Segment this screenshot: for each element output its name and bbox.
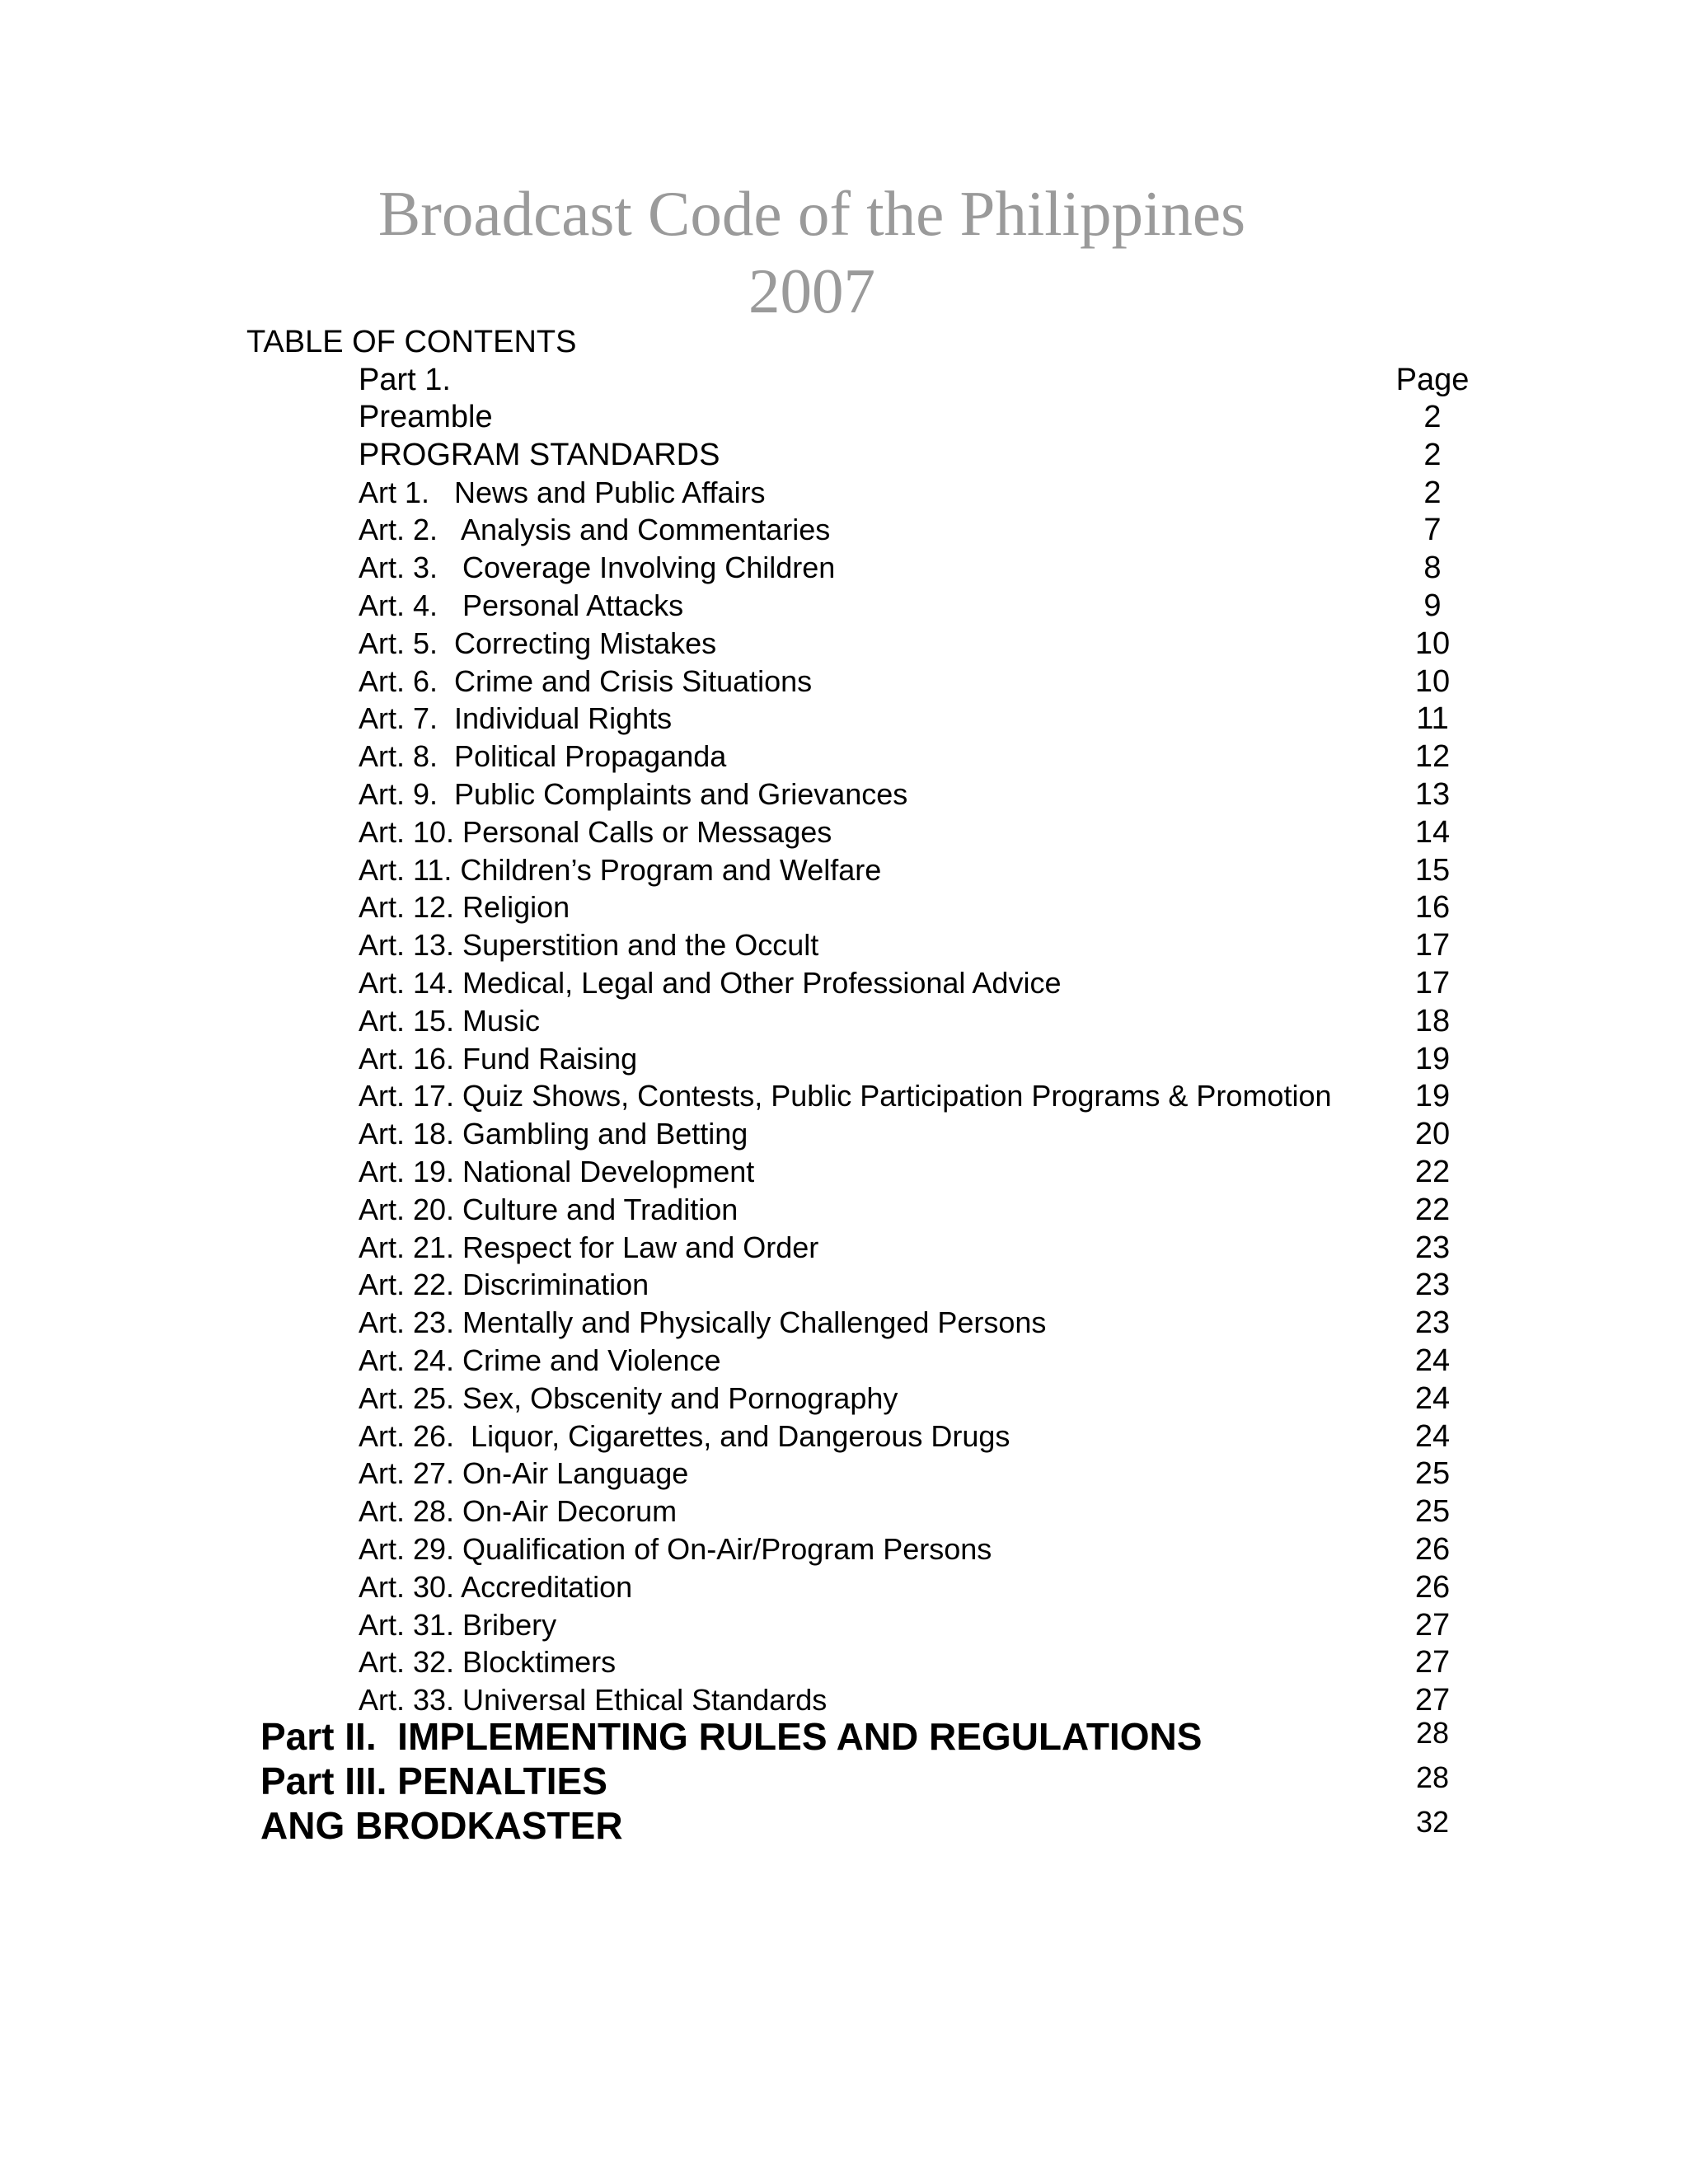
toc-entry-page: 11	[1416, 701, 1449, 737]
toc-entry-label: Art. 21. Respect for Law and Order	[359, 1230, 819, 1264]
toc-part-label: ANG BRODKASTER	[260, 1804, 623, 1847]
toc-entry-page: 12	[1414, 739, 1451, 775]
toc-entry-page: 24	[1414, 1418, 1451, 1454]
toc-entry-page: 2	[1423, 475, 1442, 510]
toc-entry-label: Art. 16. Fund Raising	[359, 1041, 638, 1076]
toc-part1-label: Part 1.	[359, 363, 451, 397]
toc-entry-label: Art. 9. Public Complaints and Grievances	[359, 777, 908, 811]
toc-entry-label: Art. 11. Children’s Program and Welfare	[359, 852, 882, 887]
toc-entry-row	[0, 511, 1688, 549]
toc-entry-page: 15	[1414, 852, 1451, 888]
toc-part-page: 28	[1415, 1760, 1450, 1794]
toc-entry-label: Art. 2. Analysis and Commentaries	[359, 513, 831, 547]
toc-entry-page: 19	[1414, 1041, 1451, 1076]
toc-entry-page: 23	[1414, 1230, 1451, 1265]
toc-entry-page: 17	[1414, 966, 1451, 1001]
toc-part-row	[0, 1714, 1688, 1759]
toc-entry-page: 10	[1414, 663, 1451, 699]
toc-entry-label: Art. 10. Personal Calls or Messages	[359, 814, 832, 849]
toc-entry-label: Art. 29. Qualification of On-Air/Program Persons	[359, 1532, 992, 1566]
toc-entry-page: 17	[1414, 928, 1451, 963]
document-title: Broadcast Code of the Philippines	[377, 178, 1246, 249]
toc-entry-row	[0, 813, 1688, 851]
toc-entry-label: Art. 3. Coverage Involving Children	[359, 551, 836, 585]
toc-entry-row	[0, 663, 1688, 701]
toc-entry-page: 25	[1414, 1494, 1451, 1530]
toc-entry-label: Art. 30. Accreditation	[359, 1569, 633, 1604]
toc-entry-label: Art. 12. Religion	[359, 890, 570, 925]
toc-entry-label: Art. 6. Crime and Crisis Situations	[359, 663, 813, 698]
toc-entry-page: 10	[1414, 626, 1451, 661]
toc-part1-header-row	[0, 361, 1688, 399]
toc-entry-label: Art. 13. Superstition and the Occult	[359, 928, 819, 963]
toc-entry-row	[0, 474, 1688, 512]
toc-entry-page: 19	[1414, 1079, 1451, 1114]
toc-entry-label: Art. 28. On-Air Decorum	[359, 1494, 678, 1529]
toc-entry-page: 24	[1414, 1380, 1451, 1416]
document-year: 2007	[748, 255, 875, 326]
toc-entry-page: 18	[1414, 1003, 1451, 1038]
toc-entry-page: 14	[1414, 814, 1451, 850]
toc-entry-label: Art. 24. Crime and Violence	[359, 1343, 721, 1377]
toc-entry-label: Art. 22. Discrimination	[359, 1268, 649, 1302]
toc-entry-label: Art 1. News and Public Affairs	[359, 475, 766, 509]
toc-part-page: 28	[1415, 1716, 1450, 1750]
toc-entry-label: Art. 4. Personal Attacks	[359, 588, 684, 622]
toc-entry-row	[0, 549, 1688, 587]
toc-part-row	[0, 1803, 1688, 1848]
toc-entry-label: Art. 20. Culture and Tradition	[359, 1192, 738, 1226]
toc-entry-page: 23	[1414, 1268, 1451, 1303]
toc-entry-row	[0, 1040, 1688, 1078]
toc-entry-page: 2	[1423, 437, 1442, 472]
toc-entry-row	[0, 1304, 1688, 1342]
toc-entry-page: 27	[1414, 1645, 1451, 1680]
toc-part-page: 32	[1415, 1805, 1450, 1839]
toc-entry-page: 27	[1414, 1683, 1451, 1718]
toc-entry-page: 22	[1414, 1192, 1451, 1227]
toc-entry-page: 2	[1423, 400, 1442, 434]
toc-entry-label: Art. 27. On-Air Language	[359, 1456, 689, 1491]
toc-entry-row	[0, 625, 1688, 663]
toc-entry-label: PROGRAM STANDARDS	[359, 437, 720, 472]
toc-entry-label: Art. 15. Music	[359, 1003, 541, 1038]
toc-entry-row	[0, 964, 1688, 1002]
toc-entry-page: 22	[1414, 1155, 1451, 1189]
toc-entry-label: Art. 18. Gambling and Betting	[359, 1117, 748, 1151]
toc-page-column-header: Page	[1395, 363, 1470, 397]
toc-entry-page: 8	[1423, 551, 1442, 586]
toc-entry-row	[0, 1568, 1688, 1606]
toc-entry-page: 9	[1423, 588, 1442, 623]
toc-entry-row	[0, 1229, 1688, 1267]
toc-entry-row	[0, 700, 1688, 738]
toc-entry-label: Art. 32. Blocktimers	[359, 1645, 617, 1680]
toc-entry-row	[0, 926, 1688, 964]
toc-entry-page: 13	[1414, 777, 1451, 812]
toc-entry-row	[0, 1418, 1688, 1455]
toc-entry-page: 20	[1414, 1117, 1451, 1152]
toc-entry-label: Art. 7. Individual Rights	[359, 701, 673, 736]
toc-entry-row	[0, 436, 1688, 474]
toc-entry-row	[0, 851, 1688, 889]
toc-entry-label: Art. 31. Bribery	[359, 1607, 557, 1642]
toc-entry-row	[0, 1493, 1688, 1530]
toc-entry-row	[0, 1380, 1688, 1418]
toc-entry-label: Art. 19. National Development	[359, 1155, 755, 1188]
toc-entry-label: Art. 14. Medical, Legal and Other Professional Advice	[359, 966, 1062, 1000]
toc-entry-page: 27	[1414, 1607, 1451, 1643]
toc-entry-row	[0, 398, 1688, 436]
toc-entry-row	[0, 1530, 1688, 1568]
toc-entry-page: 23	[1414, 1305, 1451, 1341]
toc-entry-page: 26	[1414, 1569, 1451, 1605]
toc-entry-page: 16	[1414, 890, 1451, 926]
toc-entry-label: Art. 8. Political Propaganda	[359, 739, 727, 774]
toc-entry-row	[0, 1153, 1688, 1191]
toc-entry-row	[0, 1455, 1688, 1493]
toc-entry-page: 25	[1414, 1456, 1451, 1492]
toc-part-label: Part III. PENALTIES	[260, 1760, 607, 1802]
toc-entry-page: 7	[1423, 513, 1442, 548]
toc-entry-row	[0, 1266, 1688, 1304]
toc-part-row	[0, 1759, 1688, 1803]
toc-entry-label: Art. 5. Correcting Mistakes	[359, 626, 717, 660]
toc-entry-label: Art. 26. Liquor, Cigarettes, and Dangerous Drugs	[359, 1418, 1010, 1453]
toc-entry-page: 24	[1414, 1343, 1451, 1378]
toc-part-label: Part II. IMPLEMENTING RULES AND REGULATIONS	[260, 1715, 1203, 1758]
toc-entry-label: Art. 17. Quiz Shows, Contests, Public Participation Programs & Promotion	[359, 1079, 1332, 1113]
toc-entry-row	[0, 587, 1688, 625]
toc-entry-row	[0, 738, 1688, 776]
toc-entry-page: 26	[1414, 1532, 1451, 1567]
toc-entry-label: Preamble	[359, 400, 493, 434]
toc-entry-row	[0, 1606, 1688, 1644]
toc-entry-row	[0, 1077, 1688, 1115]
toc-heading: TABLE OF CONTENTS	[246, 325, 577, 359]
toc-entry-row	[0, 1342, 1688, 1380]
toc-entry-label: Art. 25. Sex, Obscenity and Pornography	[359, 1380, 898, 1415]
toc-entry-row	[0, 1191, 1688, 1229]
toc-entry-label: Art. 23. Mentally and Physically Challenged Persons	[359, 1305, 1047, 1340]
toc-entry-row	[0, 1002, 1688, 1040]
toc-entry-label: Art. 33. Universal Ethical Standards	[359, 1683, 828, 1718]
toc-entry-row	[0, 1115, 1688, 1153]
toc-entry-row	[0, 1643, 1688, 1681]
toc-entry-row	[0, 776, 1688, 813]
toc-entry-row	[0, 888, 1688, 926]
